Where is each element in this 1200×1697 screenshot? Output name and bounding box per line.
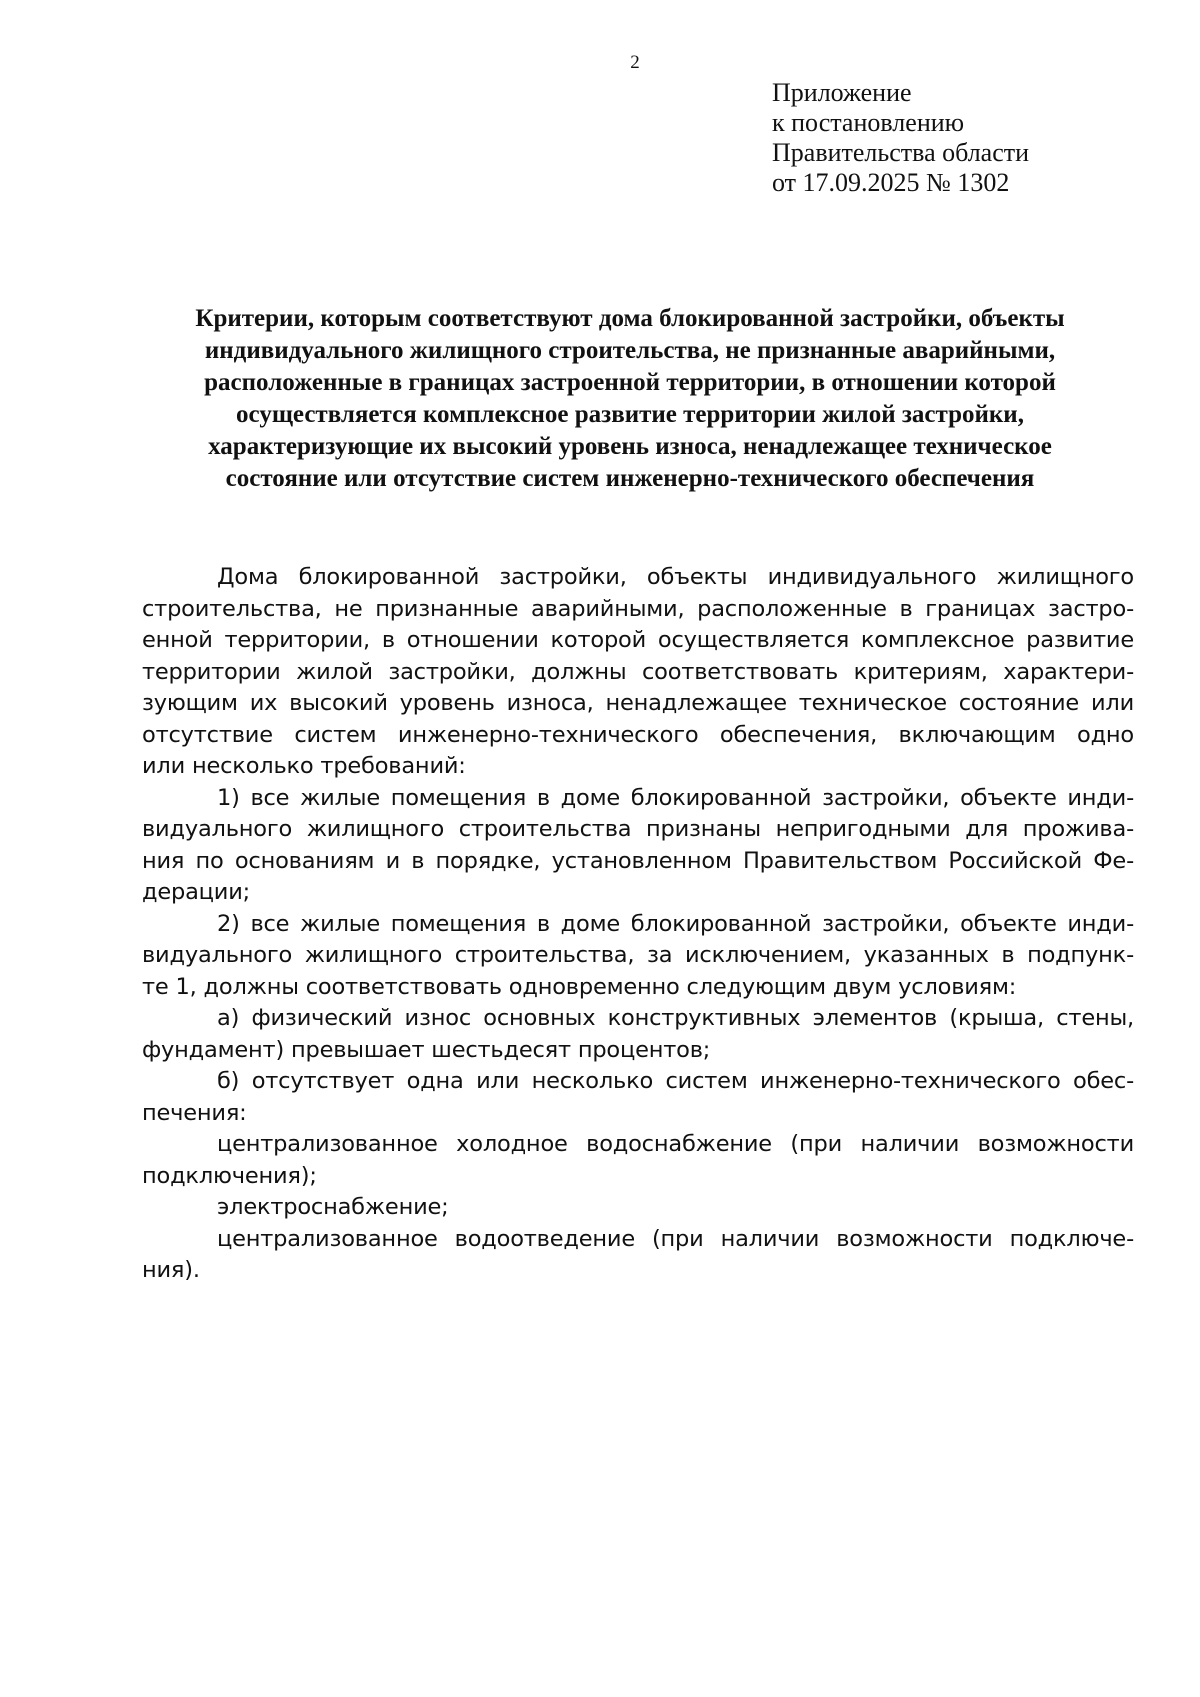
system-drainage xyxy=(142,1224,1134,1287)
appendix-line: Правительства области xyxy=(772,138,1030,167)
text-line: б) отсутствует одна или несколько систем инженерно-технического обес- xyxy=(217,1068,1134,1094)
text-line: или несколько требований: xyxy=(142,753,466,779)
text-line: ния). xyxy=(142,1257,200,1283)
title-line: состояние или отсутствие систем инженерно-технического обеспечения xyxy=(225,465,1035,492)
title-line: расположенные в границах застроенной территории, в отношении которой xyxy=(204,369,1056,396)
subitem-a xyxy=(142,1003,1134,1066)
text-line: зующим их высокий уровень износа, ненадлежащее техническое состояние или xyxy=(142,690,1134,716)
subitem-b xyxy=(142,1066,1134,1129)
title-line: индивидуального жилищного строительства, не признанные аварийными, xyxy=(204,337,1056,364)
text-line: а) физический износ основных конструктивных элементов (крыша, стены, xyxy=(217,1005,1134,1031)
text-line: централизованное холодное водоснабжение (при наличии возможности xyxy=(217,1131,1134,1157)
title-line: Критерии, которым соответствуют дома блокированной застройки, объекты xyxy=(195,305,1065,332)
text-line: подключения); xyxy=(142,1162,317,1189)
title-line: осуществляется комплексное развитие территории жилой застройки, xyxy=(236,401,1024,428)
text-line: Дома блокированной застройки, объекты индивидуального жилищного xyxy=(217,564,1134,590)
appendix-line: к постановлению xyxy=(772,108,965,137)
text-line: электроснабжение; xyxy=(217,1194,449,1220)
requirement-item-2 xyxy=(142,909,1134,1004)
text-line: дерации; xyxy=(142,879,251,905)
appendix-date-number: от 17.09.2025 № 1302 xyxy=(772,168,1010,197)
system-water-supply xyxy=(142,1129,1134,1192)
document-body xyxy=(142,562,1134,1287)
requirement-item-1 xyxy=(142,783,1134,909)
text-line: видуального жилищного строительства признаны непригодными для прожива- xyxy=(142,816,1134,842)
text-line: территории жилой застройки, должны соответствовать критериям, характери- xyxy=(142,658,1134,685)
document-title xyxy=(120,303,1140,495)
text-line: 1) все жилые помещения в доме блокированной застройки, объекте инди- xyxy=(217,784,1134,811)
system-electricity xyxy=(142,1192,1134,1224)
text-line: фундамент) превышает шестьдесят процентов; xyxy=(142,1036,711,1063)
text-line: енной территории, в отношении которой осуществляется комплексное развитие xyxy=(142,627,1134,653)
text-line: видуального жилищного строительства, за исключением, указанных в подпунк- xyxy=(142,942,1134,968)
intro-paragraph xyxy=(142,562,1134,783)
appendix-block xyxy=(772,78,1029,198)
text-line: 2) все жилые помещения в доме блокированной застройки, объекте инди- xyxy=(217,910,1134,937)
text-line: ния по основаниям и в порядке, установленном Правительством Российской Фе- xyxy=(142,847,1134,874)
appendix-line: Приложение xyxy=(772,78,912,107)
page-number: 2 xyxy=(630,52,640,73)
text-line: печения: xyxy=(142,1099,247,1126)
title-line: характеризующие их высокий уровень износа, ненадлежащее техническое xyxy=(208,433,1052,460)
text-line: отсутствие систем инженерно-технического обеспечения, включающим одно xyxy=(142,721,1134,748)
text-line: те 1, должны соответствовать одновременно следующим двум условиям: xyxy=(142,973,1017,1000)
text-line: централизованное водоотведение (при наличии возможности подключе- xyxy=(217,1225,1134,1252)
text-line: строительства, не признанные аварийными, расположенные в границах застро- xyxy=(142,595,1134,622)
